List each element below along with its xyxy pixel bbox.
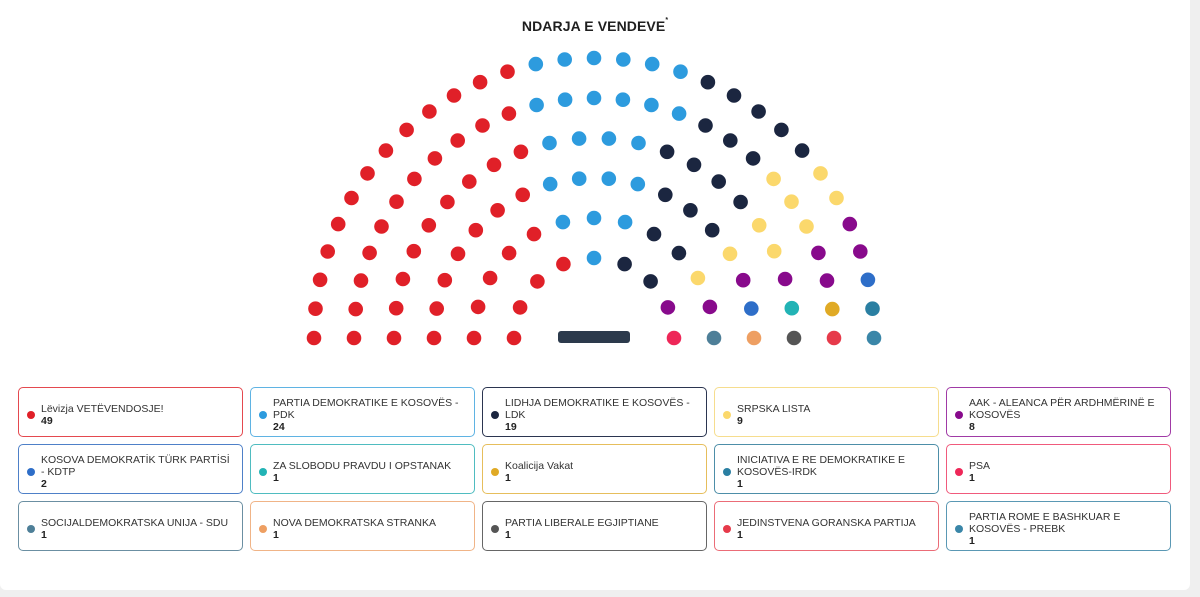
legend-card[interactable] xyxy=(250,501,475,551)
legend-text xyxy=(505,517,659,541)
legend-party-name: PARTIA DEMOKRATIKE E KOSOVËS - PDK xyxy=(273,396,459,421)
seat-dot xyxy=(514,145,529,160)
legend-color-dot xyxy=(723,468,731,476)
legend-card[interactable] xyxy=(250,444,475,494)
legend-party-name: PARTIA ROME E BASHKUAR E KOSOVËS - PREBK xyxy=(969,510,1121,535)
legend-color-dot xyxy=(723,525,731,533)
seat-dot xyxy=(490,203,505,218)
legend-card[interactable] xyxy=(946,387,1171,437)
seat-dot xyxy=(529,98,544,113)
seat-dot xyxy=(631,177,646,192)
legend-color-dot xyxy=(955,525,963,533)
legend-party-name: LIDHJA DEMOKRATIKE E KOSOVËS - LDK xyxy=(505,396,690,421)
legend-seat-count: 2 xyxy=(41,477,47,490)
seat-dot xyxy=(558,92,573,107)
seat-dot xyxy=(774,123,789,138)
seat-dot xyxy=(344,191,359,206)
seat-dot xyxy=(502,106,517,121)
legend-text xyxy=(273,460,451,484)
legend-seat-count: 24 xyxy=(273,420,285,433)
legend-color-dot xyxy=(955,411,963,419)
seat-dot xyxy=(733,195,748,210)
seat-dot xyxy=(428,151,443,166)
seat-dot xyxy=(825,302,840,317)
seat-dot xyxy=(572,131,587,146)
seat-dot xyxy=(698,118,713,133)
seat-dot xyxy=(784,194,799,209)
seat-dot xyxy=(556,215,571,230)
legend-color-dot xyxy=(27,468,35,476)
seat-dot xyxy=(602,131,617,146)
seat-dot xyxy=(572,171,587,186)
legend-color-dot xyxy=(723,411,731,419)
legend-card[interactable] xyxy=(946,501,1171,551)
seat-dot xyxy=(379,143,394,158)
seat-dot xyxy=(644,98,659,113)
legend-seat-count: 1 xyxy=(41,528,47,541)
legend-color-dot xyxy=(491,468,499,476)
legend-party-name: INICIATIVA E RE DEMOKRATIKE E KOSOVËS-IRDK xyxy=(737,453,906,478)
legend-seat-count: 19 xyxy=(505,420,517,433)
legend-color-dot xyxy=(27,525,35,533)
seat-dot xyxy=(360,166,375,181)
legend-seat-count: 1 xyxy=(969,471,975,484)
seat-dot xyxy=(787,331,802,346)
legend-color-dot xyxy=(27,411,35,419)
legend-party-name: Lëvizja VETËVENDOSJE! xyxy=(41,402,164,415)
legend-seat-count: 9 xyxy=(737,414,743,427)
seat-dot xyxy=(347,331,362,346)
seat-dot xyxy=(387,331,402,346)
legend-party-name: KOSOVA DEMOKRATİK TÜRK PARTİSİ - KDTP xyxy=(41,453,230,478)
legend-text xyxy=(273,517,436,541)
seat-dot xyxy=(703,300,718,315)
legend-seat-count: 1 xyxy=(273,471,279,484)
legend-party-name: JEDINSTVENA GORANSKA PARTIJA xyxy=(737,516,916,529)
seat-dot xyxy=(374,219,389,234)
seat-dot xyxy=(647,227,662,242)
seat-dot xyxy=(320,244,335,259)
legend-text xyxy=(273,397,466,433)
legend-party-name: AAK - ALEANCA PËR ARDHMËRINË E KOSOVËS xyxy=(969,396,1155,421)
seat-dot xyxy=(362,246,377,261)
legend-seat-count: 8 xyxy=(969,420,975,433)
seat-dot xyxy=(527,227,542,242)
seat-dot xyxy=(672,246,687,261)
title-footnote-mark: * xyxy=(665,17,669,24)
legend-card[interactable] xyxy=(18,444,243,494)
seat-dot xyxy=(811,246,826,261)
seat-dot xyxy=(767,244,782,259)
seat-dot xyxy=(587,211,602,226)
seat-dot xyxy=(736,273,751,288)
seat-dot xyxy=(473,75,488,90)
seat-dot xyxy=(766,172,781,187)
seat-group xyxy=(307,51,882,346)
seat-dot xyxy=(602,171,617,186)
legend-party-name: SOCIJALDEMOKRATSKA UNIJA - SDU xyxy=(41,516,229,529)
seat-dot xyxy=(616,92,631,107)
seat-dot xyxy=(687,158,702,173)
legend-card[interactable] xyxy=(18,501,243,551)
seat-dot xyxy=(427,331,442,346)
seat-dot xyxy=(450,133,465,148)
seat-dot xyxy=(396,272,411,287)
seat-dot xyxy=(469,223,484,238)
seat-dot xyxy=(422,104,437,119)
seat-dot xyxy=(313,273,328,288)
seat-dot xyxy=(507,331,522,346)
legend-party-name: PARTIA LIBERALE EGJIPTIANE xyxy=(505,516,659,529)
legend-text xyxy=(41,403,164,427)
seat-dot xyxy=(643,274,658,289)
legend-card[interactable] xyxy=(482,387,707,437)
legend-text xyxy=(737,403,810,427)
seat-dot xyxy=(853,244,868,259)
seat-dot xyxy=(483,271,498,286)
seat-dot xyxy=(487,158,502,173)
legend-text xyxy=(505,397,698,433)
seat-dot xyxy=(747,331,762,346)
seat-dot xyxy=(462,174,477,189)
seat-dot xyxy=(820,273,835,288)
seat-dot xyxy=(707,331,722,346)
seat-dot xyxy=(399,123,414,138)
seat-dot xyxy=(587,251,602,266)
legend-card[interactable] xyxy=(482,444,707,494)
seat-dot xyxy=(673,64,688,79)
seat-dot xyxy=(471,300,486,315)
legend-party-name: PSA xyxy=(969,459,991,472)
seat-dot xyxy=(865,301,880,316)
seat-dot xyxy=(799,219,814,234)
seat-dot xyxy=(751,104,766,119)
seat-dot xyxy=(723,247,738,262)
seat-dot xyxy=(500,64,515,79)
seat-dot xyxy=(307,331,322,346)
seat-dot xyxy=(795,143,810,158)
legend-card[interactable] xyxy=(946,444,1171,494)
legend-color-dot xyxy=(259,525,267,533)
chart-title-text: NDARJA E VENDEVE xyxy=(521,18,666,34)
legend-text xyxy=(737,517,916,541)
seat-dot xyxy=(723,133,738,148)
seat-dot xyxy=(616,52,631,67)
seat-dot xyxy=(529,57,544,72)
seat-dot xyxy=(389,194,404,209)
seat-dot xyxy=(422,218,437,233)
seat-dot xyxy=(308,301,323,316)
seat-dot xyxy=(407,172,422,187)
seat-dot xyxy=(451,247,466,262)
seat-dot xyxy=(440,195,455,210)
legend-party-name: Koalicija Vakat xyxy=(505,459,574,472)
seat-dot xyxy=(429,301,444,316)
seat-dot xyxy=(843,217,858,232)
seat-dot xyxy=(557,52,572,67)
seat-dot xyxy=(667,331,682,346)
legend-color-dot xyxy=(491,411,499,419)
seat-dot xyxy=(515,188,530,203)
legend-card[interactable] xyxy=(250,387,475,437)
legend-text xyxy=(969,397,1162,433)
legend-card[interactable] xyxy=(18,387,243,437)
speaker-bar xyxy=(558,331,630,343)
seat-dot xyxy=(530,274,545,289)
seat-dot xyxy=(827,331,842,346)
seat-dot xyxy=(617,257,632,272)
legend-text xyxy=(41,517,228,541)
legend-color-dot xyxy=(259,411,267,419)
legend-seat-count: 1 xyxy=(737,528,743,541)
seat-dot xyxy=(861,273,876,288)
seat-dot xyxy=(389,301,404,316)
seat-dot xyxy=(467,331,482,346)
legend-text xyxy=(737,454,930,490)
seat-dot xyxy=(813,166,828,181)
legend-color-dot xyxy=(259,468,267,476)
seat-dot xyxy=(660,145,675,160)
seat-dot xyxy=(618,215,633,230)
seat-dot xyxy=(348,302,363,317)
legend-text xyxy=(969,511,1162,547)
legend-card[interactable] xyxy=(714,444,939,494)
legend-card[interactable] xyxy=(714,387,939,437)
legend-color-dot xyxy=(491,525,499,533)
legend-seat-count: 1 xyxy=(273,528,279,541)
legend-seat-count: 1 xyxy=(737,477,743,490)
seat-dot xyxy=(631,136,646,151)
seat-dot xyxy=(543,177,558,192)
seat-dot xyxy=(672,106,687,121)
seat-dot xyxy=(711,174,726,189)
seat-dot xyxy=(691,271,706,286)
seat-dot xyxy=(683,203,698,218)
seat-dot xyxy=(746,151,761,166)
seat-dot xyxy=(701,75,716,90)
seat-dot xyxy=(513,300,528,315)
seat-dot xyxy=(752,218,767,233)
seat-dot xyxy=(645,57,660,72)
legend-seat-count: 1 xyxy=(505,471,511,484)
seat-dot xyxy=(658,188,673,203)
seat-dot xyxy=(447,88,462,103)
seat-dot xyxy=(331,217,346,232)
legend-party-name: NOVA DEMOKRATSKA STRANKA xyxy=(273,516,436,529)
legend-party-name: ZA SLOBODU PRAVDU I OPSTANAK xyxy=(273,459,452,472)
legend-party-name: SRPSKA LISTA xyxy=(737,402,811,415)
seat-dot xyxy=(556,257,571,272)
party-legend xyxy=(18,387,1171,551)
legend-seat-count: 49 xyxy=(41,414,53,427)
seat-dot xyxy=(661,300,676,315)
seat-dot xyxy=(829,191,844,206)
seat-dot xyxy=(705,223,720,238)
legend-card[interactable] xyxy=(714,501,939,551)
seat-dot xyxy=(354,273,369,288)
seat-dot xyxy=(438,273,453,288)
seat-dot xyxy=(587,91,602,106)
seat-dot xyxy=(778,272,793,287)
seat-dot xyxy=(407,244,422,259)
legend-text xyxy=(41,454,234,490)
seat-dot xyxy=(542,136,557,151)
seat-dot xyxy=(727,88,742,103)
legend-text xyxy=(969,460,990,484)
seat-dot xyxy=(502,246,517,261)
legend-seat-count: 1 xyxy=(969,534,975,547)
seat-dot xyxy=(587,51,602,66)
seat-dot xyxy=(475,118,490,133)
seat-dot xyxy=(785,301,800,316)
legend-text xyxy=(505,460,573,484)
legend-color-dot xyxy=(955,468,963,476)
seat-dot xyxy=(744,301,759,316)
legend-card[interactable] xyxy=(482,501,707,551)
seat-dot xyxy=(867,331,882,346)
legend-seat-count: 1 xyxy=(505,528,511,541)
